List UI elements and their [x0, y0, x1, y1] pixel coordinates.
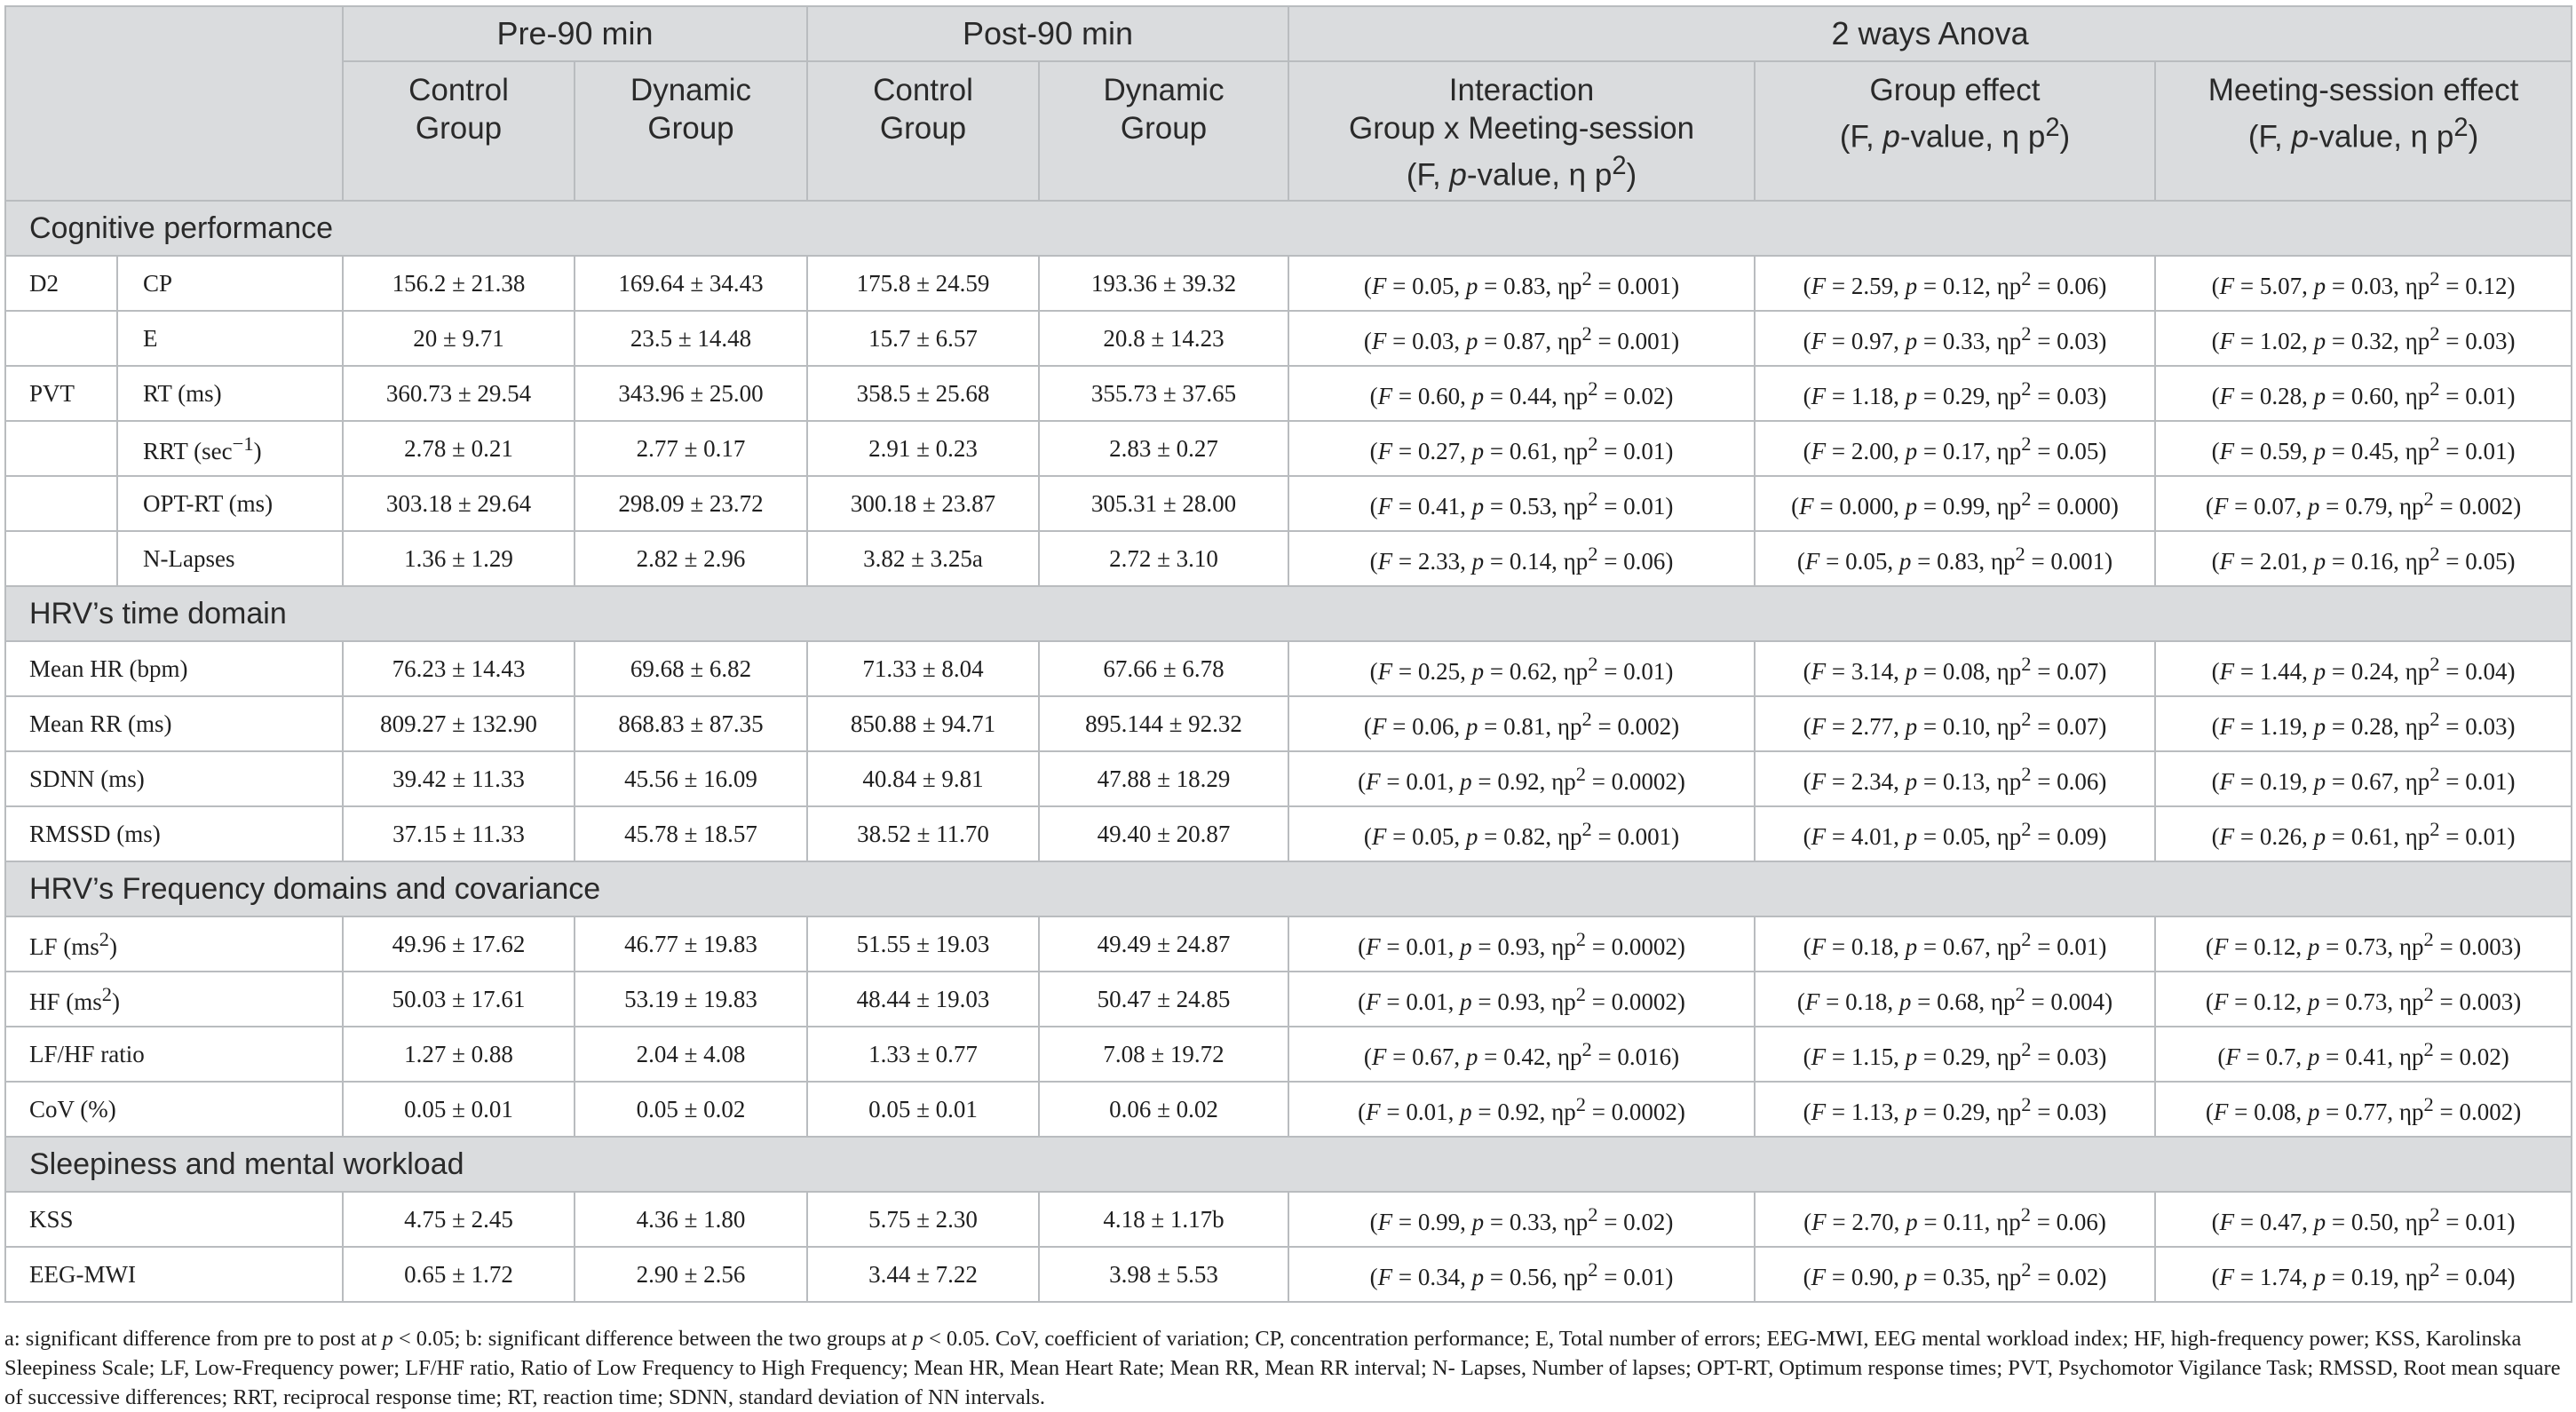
post-dynamic-value: 305.31 ± 28.00 [1039, 476, 1288, 531]
post-dynamic-value: 193.36 ± 39.32 [1039, 256, 1288, 311]
row-group-label [5, 421, 117, 476]
table-row [5, 366, 2572, 421]
meeting-effect-stat: (F = 0.12, p = 0.73, $\eta p^2 = 0.003$) [2155, 972, 2572, 1027]
row-measure-label: RT (ms) [117, 366, 343, 421]
section-title: HRV’s time domain [5, 586, 2572, 641]
header-post: Post-90 min [807, 6, 1288, 61]
group-effect-stat: (F = 0.18, p = 0.68, $\eta p^2 = 0.004$) [1755, 972, 2155, 1027]
table-row [5, 1192, 2572, 1247]
pre-control-value: 50.03 ± 17.61 [343, 972, 575, 1027]
pre-dynamic-value: 4.36 ± 1.80 [575, 1192, 807, 1247]
table-row [5, 531, 2572, 586]
group-effect-stat: (F = 3.14, p = 0.08, $\eta p^2 = 0.07$) [1755, 641, 2155, 696]
pre-dynamic-value: 53.19 ± 19.83 [575, 972, 807, 1027]
pre-dynamic-value: 2.90 ± 2.56 [575, 1247, 807, 1302]
table-row [5, 1082, 2572, 1137]
row-group-label [5, 531, 117, 586]
post-dynamic-value: 49.49 ± 24.87 [1039, 916, 1288, 972]
interaction-stat: (F = 0.01, p = 0.92, $\eta p^2 = 0.0002$) [1288, 1082, 1755, 1137]
row-measure-label: LF $(ms^2)$ [5, 916, 343, 972]
meeting-effect-stat: (F = 0.08, p = 0.77, $\eta p^2 = 0.002$) [2155, 1082, 2572, 1137]
meeting-effect-stat: (F = 1.74, p = 0.19, $\eta p^2 = 0.04$) [2155, 1247, 2572, 1302]
pre-control-value: 1.27 ± 0.88 [343, 1027, 575, 1082]
row-measure-label: RMSSD (ms) [5, 806, 343, 861]
group-effect-stat: (F = 2.34, p = 0.13, $\eta p^2 = 0.06$) [1755, 751, 2155, 806]
row-measure-label: RRT $(\sec^{-1})$ [117, 421, 343, 476]
pre-dynamic-value: 23.5 ± 14.48 [575, 311, 807, 366]
header-interaction: Interaction Group x Meeting-session (F, p-value, η $p^2$) [1288, 61, 1755, 201]
header-corner [5, 6, 343, 201]
post-dynamic-value: 2.72 ± 3.10 [1039, 531, 1288, 586]
pre-control-value: 303.18 ± 29.64 [343, 476, 575, 531]
pre-dynamic-value: 2.04 ± 4.08 [575, 1027, 807, 1082]
row-measure-label: KSS [5, 1192, 343, 1247]
row-group-label: PVT [5, 366, 117, 421]
pre-control-value: 0.05 ± 0.01 [343, 1082, 575, 1137]
pre-dynamic-value: 45.78 ± 18.57 [575, 806, 807, 861]
interaction-stat: (F = 0.01, p = 0.93, $\eta p^2 = 0.0002$) [1288, 972, 1755, 1027]
header-meeting-effect: Meeting-session effect (F, p-value, η $p^2$) [2155, 61, 2572, 201]
meeting-effect-stat: (F = 0.26, p = 0.61, $\eta p^2 = 0.01$) [2155, 806, 2572, 861]
table-footnote: a: significant difference from pre to post at p < 0.05; b: significant difference between the two groups at p < 0.05. CoV, coefficient of variation; CP, concentration performance; E, Total number of errors; EEG-MWI, EEG mental workload index; HF, high-frequency power; KSS, Karolinska Sleepiness Scale; LF, Low-Frequency power; LF/HF ratio, Ratio of Low Frequency to High Frequency; Mean HR, Mean Heart Rate; Mean RR, Mean RR interval; N- Lapses, Number of lapses; OPT-RT, Optimum response times; PVT, Psychomotor Vigilance Task; RMSSD, Root mean square of successive differences; RRT, reciprocal response time; RT, reaction time; SDNN, standard deviation of NN intervals. [4, 1327, 2561, 1409]
post-dynamic-value: 895.144 ± 92.32 [1039, 696, 1288, 751]
hrv-freq-rows [5, 916, 2572, 1137]
interaction-stat: (F = 0.01, p = 0.93, $\eta p^2 = 0.0002$) [1288, 916, 1755, 972]
header-group-effect: Group effect (F, p-value, η $p^2$) [1755, 61, 2155, 201]
post-control-value: 40.84 ± 9.81 [807, 751, 1039, 806]
table-row [5, 916, 2572, 972]
row-measure-label: N-Lapses [117, 531, 343, 586]
table-row [5, 1247, 2572, 1302]
post-control-value: 2.91 ± 0.23 [807, 421, 1039, 476]
pre-dynamic-value: 69.68 ± 6.82 [575, 641, 807, 696]
pre-control-value: 2.78 ± 0.21 [343, 421, 575, 476]
post-dynamic-value: 67.66 ± 6.78 [1039, 641, 1288, 696]
hrv-time-rows [5, 641, 2572, 861]
pre-dynamic-value: 868.83 ± 87.35 [575, 696, 807, 751]
pre-dynamic-value: 2.77 ± 0.17 [575, 421, 807, 476]
group-effect-stat: (F = 2.70, p = 0.11, $\eta p^2 = 0.06$) [1755, 1192, 2155, 1247]
group-effect-stat: (F = 1.18, p = 0.29, $\eta p^2 = 0.03$) [1755, 366, 2155, 421]
post-dynamic-value: 20.8 ± 14.23 [1039, 311, 1288, 366]
header-pre: Pre-90 min [343, 6, 807, 61]
section-row [5, 861, 2572, 916]
group-effect-stat: (F = 2.59, p = 0.12, $\eta p^2 = 0.06$) [1755, 256, 2155, 311]
row-measure-label: E [117, 311, 343, 366]
table-row [5, 641, 2572, 696]
group-effect-stat: (F = 0.97, p = 0.33, $\eta p^2 = 0.03$) [1755, 311, 2155, 366]
interaction-stat: (F = 0.27, p = 0.61, $\eta p^2 = 0.01$) [1288, 421, 1755, 476]
post-dynamic-value: 4.18 ± 1.17b [1039, 1192, 1288, 1247]
post-control-value: 71.33 ± 8.04 [807, 641, 1039, 696]
pre-control-value: 39.42 ± 11.33 [343, 751, 575, 806]
table-row [5, 1027, 2572, 1082]
table-row [5, 806, 2572, 861]
table-row [5, 972, 2572, 1027]
table-row [5, 696, 2572, 751]
post-dynamic-value: 49.40 ± 20.87 [1039, 806, 1288, 861]
post-control-value: 51.55 ± 19.03 [807, 916, 1039, 972]
meeting-effect-stat: (F = 1.44, p = 0.24, $\eta p^2 = 0.04$) [2155, 641, 2572, 696]
pre-control-value: 809.27 ± 132.90 [343, 696, 575, 751]
group-effect-stat: (F = 2.77, p = 0.10, $\eta p^2 = 0.07$) [1755, 696, 2155, 751]
header-row-top [5, 6, 2572, 61]
pre-dynamic-value: 343.96 ± 25.00 [575, 366, 807, 421]
section-title: Sleepiness and mental workload [5, 1137, 2572, 1192]
group-effect-stat: (F = 2.00, p = 0.17, $\eta p^2 = 0.05$) [1755, 421, 2155, 476]
pre-dynamic-value: 2.82 ± 2.96 [575, 531, 807, 586]
post-control-value: 1.33 ± 0.77 [807, 1027, 1039, 1082]
table-row [5, 751, 2572, 806]
meeting-effect-stat: (F = 0.47, p = 0.50, $\eta p^2 = 0.01$) [2155, 1192, 2572, 1247]
meeting-effect-stat: (F = 0.07, p = 0.79, $\eta p^2 = 0.002$) [2155, 476, 2572, 531]
interaction-stat: (F = 0.03, p = 0.87, $\eta p^2 = 0.001$) [1288, 311, 1755, 366]
pre-dynamic-value: 45.56 ± 16.09 [575, 751, 807, 806]
group-effect-stat: (F = 0.05, p = 0.83, $\eta p^2 = 0.001$) [1755, 531, 2155, 586]
post-control-value: 0.05 ± 0.01 [807, 1082, 1039, 1137]
meeting-effect-stat: (F = 0.7, p = 0.41, $\eta p^2 = 0.02$) [2155, 1027, 2572, 1082]
header-post-dynamic: Dynamic Group [1039, 61, 1288, 201]
post-dynamic-value: 355.73 ± 37.65 [1039, 366, 1288, 421]
pre-control-value: 76.23 ± 14.43 [343, 641, 575, 696]
post-control-value: 38.52 ± 11.70 [807, 806, 1039, 861]
row-measure-label: Mean HR (bpm) [5, 641, 343, 696]
section-title: HRV’s Frequency domains and covariance [5, 861, 2572, 916]
interaction-stat: (F = 2.33, p = 0.14, $\eta p^2 = 0.06$) [1288, 531, 1755, 586]
header-row-sub [5, 61, 2572, 201]
section-row [5, 201, 2572, 256]
row-group-label [5, 476, 117, 531]
results-table [4, 5, 2572, 1303]
row-measure-label: Mean RR (ms) [5, 696, 343, 751]
pre-control-value: 360.73 ± 29.54 [343, 366, 575, 421]
interaction-stat: (F = 0.25, p = 0.62, $\eta p^2 = 0.01$) [1288, 641, 1755, 696]
post-control-value: 358.5 ± 25.68 [807, 366, 1039, 421]
pre-dynamic-value: 298.09 ± 23.72 [575, 476, 807, 531]
interaction-stat: (F = 0.99, p = 0.33, $\eta p^2 = 0.02$) [1288, 1192, 1755, 1247]
group-effect-stat: (F = 0.90, p = 0.35, $\eta p^2 = 0.02$) [1755, 1247, 2155, 1302]
table-row [5, 256, 2572, 311]
row-measure-label: SDNN (ms) [5, 751, 343, 806]
group-effect-stat: (F = 0.000, p = 0.99, $\eta p^2 = 0.000$) [1755, 476, 2155, 531]
interaction-stat: (F = 0.67, p = 0.42, $\eta p^2 = 0.016$) [1288, 1027, 1755, 1082]
pre-dynamic-value: 169.64 ± 34.43 [575, 256, 807, 311]
section-title: Cognitive performance [5, 201, 2572, 256]
group-effect-stat: (F = 4.01, p = 0.05, $\eta p^2 = 0.09$) [1755, 806, 2155, 861]
pre-control-value: 1.36 ± 1.29 [343, 531, 575, 586]
meeting-effect-stat: (F = 1.19, p = 0.28, $\eta p^2 = 0.03$) [2155, 696, 2572, 751]
meeting-effect-stat: (F = 0.19, p = 0.67, $\eta p^2 = 0.01$) [2155, 751, 2572, 806]
table-row [5, 476, 2572, 531]
section-row [5, 1137, 2572, 1192]
post-dynamic-value: 47.88 ± 18.29 [1039, 751, 1288, 806]
table-row [5, 311, 2572, 366]
cognitive-rows [5, 256, 2572, 586]
pre-dynamic-value: 0.05 ± 0.02 [575, 1082, 807, 1137]
row-measure-label: EEG-MWI [5, 1247, 343, 1302]
pre-control-value: 4.75 ± 2.45 [343, 1192, 575, 1247]
header-anova: 2 ways Anova [1288, 6, 2572, 61]
header-post-control: Control Group [807, 61, 1039, 201]
pre-control-value: 156.2 ± 21.38 [343, 256, 575, 311]
header-pre-control: Control Group [343, 61, 575, 201]
post-control-value: 3.82 ± 3.25a [807, 531, 1039, 586]
row-group-label [5, 311, 117, 366]
interaction-stat: (F = 0.01, p = 0.92, $\eta p^2 = 0.0002$) [1288, 751, 1755, 806]
interaction-stat: (F = 0.05, p = 0.82, $\eta p^2 = 0.001$) [1288, 806, 1755, 861]
section-row [5, 586, 2572, 641]
row-measure-label: CP [117, 256, 343, 311]
meeting-effect-stat: (F = 1.02, p = 0.32, $\eta p^2 = 0.03$) [2155, 311, 2572, 366]
pre-control-value: 37.15 ± 11.33 [343, 806, 575, 861]
post-dynamic-value: 50.47 ± 24.85 [1039, 972, 1288, 1027]
post-control-value: 3.44 ± 7.22 [807, 1247, 1039, 1302]
post-control-value: 5.75 ± 2.30 [807, 1192, 1039, 1247]
row-measure-label: OPT-RT (ms) [117, 476, 343, 531]
group-effect-stat: (F = 1.15, p = 0.29, $\eta p^2 = 0.03$) [1755, 1027, 2155, 1082]
group-effect-stat: (F = 1.13, p = 0.29, $\eta p^2 = 0.03$) [1755, 1082, 2155, 1137]
post-dynamic-value: 2.83 ± 0.27 [1039, 421, 1288, 476]
post-control-value: 300.18 ± 23.87 [807, 476, 1039, 531]
sleep-rows [5, 1192, 2572, 1302]
interaction-stat: (F = 0.05, p = 0.83, $\eta p^2 = 0.001$) [1288, 256, 1755, 311]
post-dynamic-value: 3.98 ± 5.53 [1039, 1247, 1288, 1302]
group-effect-stat: (F = 0.18, p = 0.67, $\eta p^2 = 0.01$) [1755, 916, 2155, 972]
row-measure-label: CoV (%) [5, 1082, 343, 1137]
post-control-value: 850.88 ± 94.71 [807, 696, 1039, 751]
pre-dynamic-value: 46.77 ± 19.83 [575, 916, 807, 972]
post-control-value: 15.7 ± 6.57 [807, 311, 1039, 366]
table-row [5, 421, 2572, 476]
meeting-effect-stat: (F = 0.12, p = 0.73, $\eta p^2 = 0.003$) [2155, 916, 2572, 972]
interaction-stat: (F = 0.06, p = 0.81, $\eta p^2 = 0.002$) [1288, 696, 1755, 751]
interaction-stat: (F = 0.34, p = 0.56, $\eta p^2 = 0.01$) [1288, 1247, 1755, 1302]
row-measure-label: LF/HF ratio [5, 1027, 343, 1082]
meeting-effect-stat: (F = 5.07, p = 0.03, $\eta p^2 = 0.12$) [2155, 256, 2572, 311]
interaction-stat: (F = 0.41, p = 0.53, $\eta p^2 = 0.01$) [1288, 476, 1755, 531]
post-control-value: 175.8 ± 24.59 [807, 256, 1039, 311]
post-control-value: 48.44 ± 19.03 [807, 972, 1039, 1027]
row-group-label: D2 [5, 256, 117, 311]
post-dynamic-value: 7.08 ± 19.72 [1039, 1027, 1288, 1082]
meeting-effect-stat: (F = 0.59, p = 0.45, $\eta p^2 = 0.01$) [2155, 421, 2572, 476]
header-pre-dynamic: Dynamic Group [575, 61, 807, 201]
pre-control-value: 0.65 ± 1.72 [343, 1247, 575, 1302]
row-measure-label: HF $(ms^2)$ [5, 972, 343, 1027]
meeting-effect-stat: (F = 0.28, p = 0.60, $\eta p^2 = 0.01$) [2155, 366, 2572, 421]
pre-control-value: 49.96 ± 17.62 [343, 916, 575, 972]
post-dynamic-value: 0.06 ± 0.02 [1039, 1082, 1288, 1137]
meeting-effect-stat: (F = 2.01, p = 0.16, $\eta p^2 = 0.05$) [2155, 531, 2572, 586]
pre-control-value: 20 ± 9.71 [343, 311, 575, 366]
interaction-stat: (F = 0.60, p = 0.44, $\eta p^2 = 0.02$) [1288, 366, 1755, 421]
